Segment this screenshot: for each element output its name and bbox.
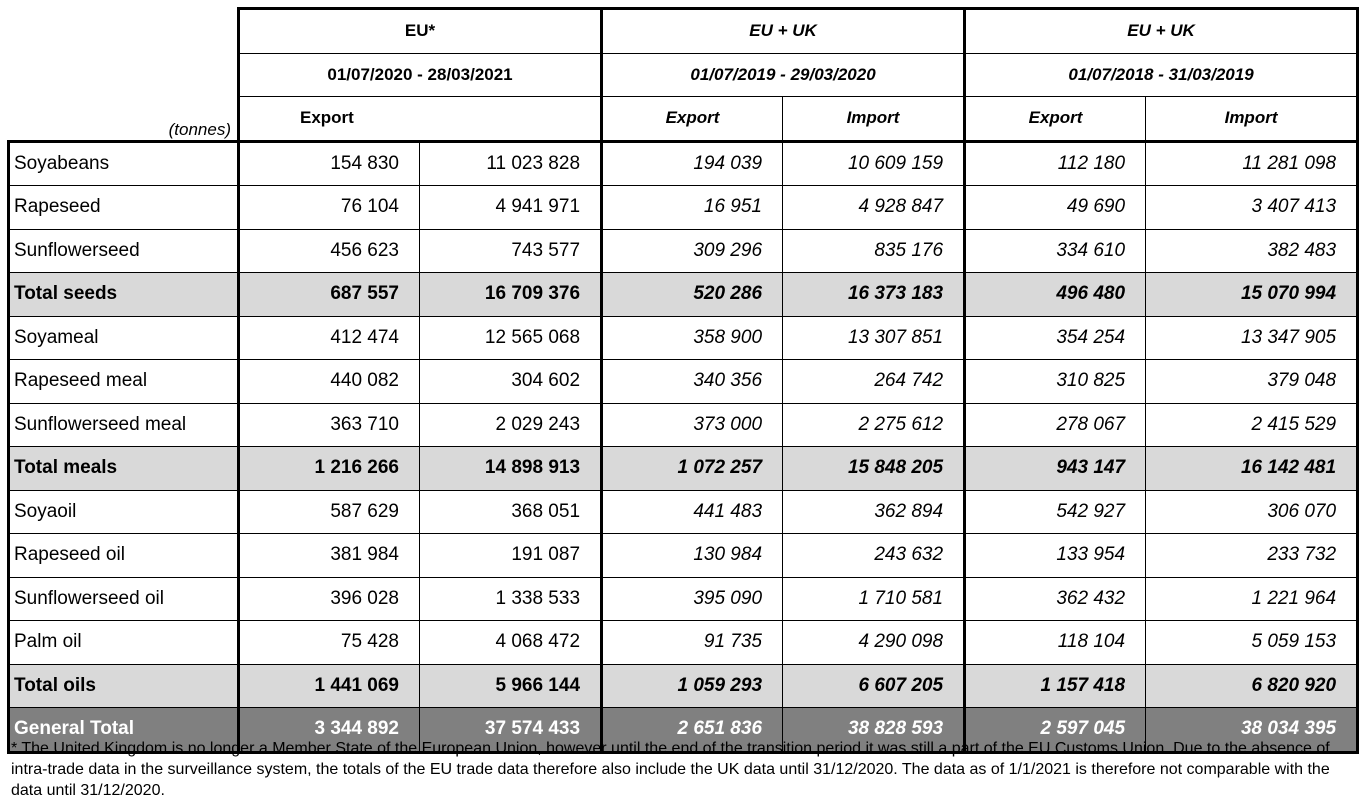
table-cell: 340 356: [602, 360, 783, 404]
table-cell: 112 180: [965, 141, 1146, 186]
header-row-period: [9, 53, 1358, 97]
table-cell: 310 825: [965, 360, 1146, 404]
table-cell: 412 474: [239, 316, 420, 360]
table-cell: 2 651 836: [602, 708, 783, 753]
table-cell: 2 275 612: [783, 403, 965, 447]
table-cell: 278 067: [965, 403, 1146, 447]
row-label: Total seeds: [9, 273, 239, 317]
table-cell: 441 483: [602, 490, 783, 534]
table-row: [9, 534, 1358, 578]
table-cell: 382 483: [1146, 229, 1358, 273]
header-period-2019: 01/07/2019 - 29/03/2020: [602, 53, 965, 97]
row-label: Rapeseed: [9, 186, 239, 230]
table-cell: 233 732: [1146, 534, 1358, 578]
table-cell: 835 176: [783, 229, 965, 273]
table-cell: 354 254: [965, 316, 1146, 360]
table-cell: 943 147: [965, 447, 1146, 491]
table-row: [9, 577, 1358, 621]
table-cell: 368 051: [420, 490, 602, 534]
table-cell: 334 610: [965, 229, 1146, 273]
table-row: [9, 186, 1358, 230]
row-label: General Total: [9, 708, 239, 753]
table-cell: 154 830: [239, 141, 420, 186]
row-label: Total oils: [9, 664, 239, 708]
row-label: Palm oil: [9, 621, 239, 665]
table-cell: 6 607 205: [783, 664, 965, 708]
table-cell: 3 344 892: [239, 708, 420, 753]
table-cell: 11 281 098: [1146, 141, 1358, 186]
table-cell: 440 082: [239, 360, 420, 404]
table-cell: 16 951: [602, 186, 783, 230]
table-row: [9, 316, 1358, 360]
table-cell: 520 286: [602, 273, 783, 317]
table-cell: 6 820 920: [1146, 664, 1358, 708]
table-row: [9, 229, 1358, 273]
table-cell: 133 954: [965, 534, 1146, 578]
subheader-2018-import: Import: [1146, 97, 1358, 142]
table-cell: 38 034 395: [1146, 708, 1358, 753]
table-cell: 1 072 257: [602, 447, 783, 491]
table-cell: 38 828 593: [783, 708, 965, 753]
table-cell: 2 029 243: [420, 403, 602, 447]
table-cell: 1 221 964: [1146, 577, 1358, 621]
header-region-euuk-2018: EU + UK: [965, 9, 1358, 54]
table-row: [9, 360, 1358, 404]
table-cell: 2 415 529: [1146, 403, 1358, 447]
table-cell: 191 087: [420, 534, 602, 578]
table-row: [9, 273, 1358, 317]
header-period-eu: 01/07/2020 - 28/03/2021: [239, 53, 602, 97]
table-cell: 381 984: [239, 534, 420, 578]
table-cell: 1 059 293: [602, 664, 783, 708]
table-cell: 379 048: [1146, 360, 1358, 404]
table-cell: 2 597 045: [965, 708, 1146, 753]
table-cell: 456 623: [239, 229, 420, 273]
table-cell: 15 070 994: [1146, 273, 1358, 317]
header-region-eu: EU*: [239, 9, 602, 54]
table-cell: 1 338 533: [420, 577, 602, 621]
table-cell: 542 927: [965, 490, 1146, 534]
header-row-sub: [9, 97, 1358, 142]
table-row: [9, 141, 1358, 186]
table-cell: 362 432: [965, 577, 1146, 621]
table-cell: 264 742: [783, 360, 965, 404]
table-cell: 1 157 418: [965, 664, 1146, 708]
table-cell: 16 709 376: [420, 273, 602, 317]
table-cell: 4 290 098: [783, 621, 965, 665]
table-cell: 11 023 828: [420, 141, 602, 186]
table-cell: 13 307 851: [783, 316, 965, 360]
table-cell: 304 602: [420, 360, 602, 404]
row-label: Rapeseed oil: [9, 534, 239, 578]
table-cell: 243 632: [783, 534, 965, 578]
table-body: [9, 9, 1358, 753]
table-cell: 13 347 905: [1146, 316, 1358, 360]
header-corner-2: [9, 53, 239, 97]
table-cell: 75 428: [239, 621, 420, 665]
table-cell: 1 216 266: [239, 447, 420, 491]
subheader-2019-export: Export: [602, 97, 783, 142]
table-cell: 4 068 472: [420, 621, 602, 665]
footnote: * The United Kingdom is no longer a Member State of the European Union, however until the end of the transition period it was still a part of the EU Customs Union. Due to the absence of intra-trade data in the surveillance system, the totals of the EU trade data therefore also include the UK data until 31/12/2020. The data as of 1/1/2021 is therefore not comparable with the data until 31/12/2020.: [11, 740, 1330, 799]
table-cell: 309 296: [602, 229, 783, 273]
table-cell: 587 629: [239, 490, 420, 534]
table-cell: 76 104: [239, 186, 420, 230]
table-cell: 5 966 144: [420, 664, 602, 708]
table-cell: 1 441 069: [239, 664, 420, 708]
row-label: Sunflowerseed: [9, 229, 239, 273]
table-cell: 12 565 068: [420, 316, 602, 360]
row-label: Sunflowerseed oil: [9, 577, 239, 621]
unit-label: (tonnes): [9, 97, 239, 142]
row-label: Rapeseed meal: [9, 360, 239, 404]
table-cell: 363 710: [239, 403, 420, 447]
header-row-region: [9, 9, 1358, 54]
table-cell: 49 690: [965, 186, 1146, 230]
table-cell: 5 059 153: [1146, 621, 1358, 665]
table-row: [9, 664, 1358, 708]
table-cell: 37 574 433: [420, 708, 602, 753]
row-label: Soyabeans: [9, 141, 239, 186]
header-corner: [9, 9, 239, 54]
table-cell: 14 898 913: [420, 447, 602, 491]
table-cell: 15 848 205: [783, 447, 965, 491]
table-cell: 118 104: [965, 621, 1146, 665]
subheader-eu-export: Export: [239, 97, 602, 142]
table-cell: 396 028: [239, 577, 420, 621]
table-cell: 743 577: [420, 229, 602, 273]
row-label: Sunflowerseed meal: [9, 403, 239, 447]
row-label: Soyaoil: [9, 490, 239, 534]
row-label: Soyameal: [9, 316, 239, 360]
trade-table: [7, 7, 1359, 754]
table-cell: 91 735: [602, 621, 783, 665]
subheader-2019-import: Import: [783, 97, 965, 142]
table-row: [9, 490, 1358, 534]
table-cell: 306 070: [1146, 490, 1358, 534]
table-cell: 358 900: [602, 316, 783, 360]
table-cell: 362 894: [783, 490, 965, 534]
table-cell: 10 609 159: [783, 141, 965, 186]
header-region-euuk-2019: EU + UK: [602, 9, 965, 54]
table-cell: 4 941 971: [420, 186, 602, 230]
table-cell: 194 039: [602, 141, 783, 186]
table-cell: 395 090: [602, 577, 783, 621]
table-cell: 687 557: [239, 273, 420, 317]
table-cell: 373 000: [602, 403, 783, 447]
table-cell: 4 928 847: [783, 186, 965, 230]
table-cell: 3 407 413: [1146, 186, 1358, 230]
table-cell: 16 142 481: [1146, 447, 1358, 491]
table-cell: 16 373 183: [783, 273, 965, 317]
header-period-2018: 01/07/2018 - 31/03/2019: [965, 53, 1358, 97]
table-row: [9, 447, 1358, 491]
table-cell: 1 710 581: [783, 577, 965, 621]
table-cell: 130 984: [602, 534, 783, 578]
subheader-2018-export: Export: [965, 97, 1146, 142]
table-row: [9, 621, 1358, 665]
row-label: Total meals: [9, 447, 239, 491]
table-cell: 496 480: [965, 273, 1146, 317]
table-row: [9, 403, 1358, 447]
